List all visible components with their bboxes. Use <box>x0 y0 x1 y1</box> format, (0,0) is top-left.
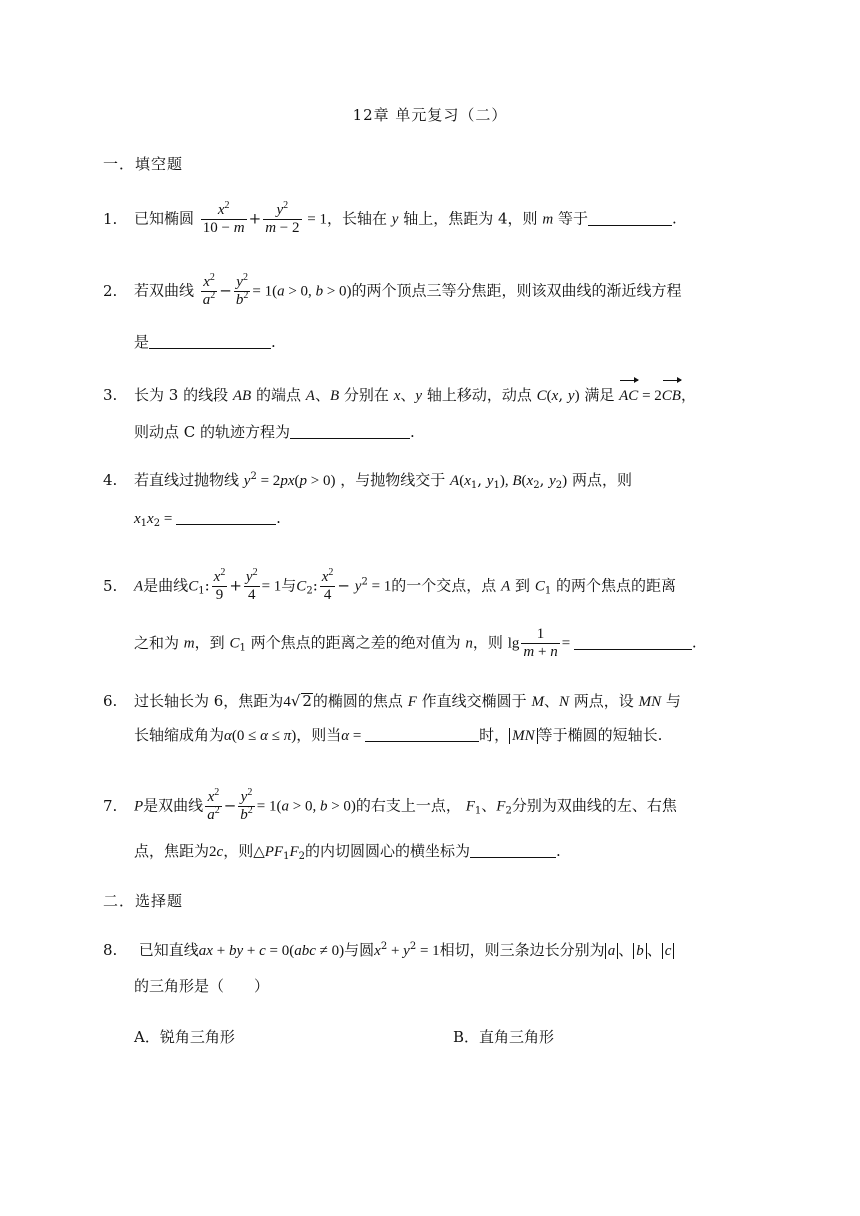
fraction: $\frac{y^2}{4}$ <box>245 567 258 603</box>
option-a[interactable]: A．锐角三角形 <box>134 1028 235 1046</box>
answer-blank[interactable] <box>365 727 479 742</box>
answer-blank[interactable] <box>574 635 692 650</box>
fraction: $\frac{x^2}{9}$ <box>213 567 226 603</box>
document-page: 12章 单元复习（二） 一．填空题 1. 已知椭圆 $\frac{x^2}{10 - m}$ + $\frac{y^2}{m - 2}$ = 1，长轴在 y 轴上，焦距为 4，则 m 等于 . 2. 若双曲线 $\frac{x^2}{a^2}$ − $\frac{y^2}{b^2}$ = 1(a > 0, b > 0)的两个顶点三等分焦距，则该双曲线的渐近线方程 是 . 3. 长为 3 的线段 AB 的端点 A、B 分别在 x、y 轴上移动，动点 C(x, y) 满足 AC = 2CB， 则动点 C 的轨迹方程为 . 4. 若直线过抛物线 $y^2 = 2px(p > 0)$ ，与抛物线交于 $A(x_1$, $y_1$), $B(x_2$, $y_2$) 两点，则 $x_1x_2$ = . 5. A是曲线$C_1$: $\frac{x^2}{9}$ + $\frac{y^2}{4}$ = 1与$C_2$: $\frac{x^2}{4}$ − $y^2 = 1$的一个交点，点 A 到 $C_1$ 的两个焦点的距离 之和为 m，到 $C_1$ 两个焦点的距离之差的绝对值为 n，则 lg $\frac{1}{m + n}$ = . 6. 过长轴长为 6，焦距为4√ 2的椭圆的焦点 F 作直线交椭圆于 M、N 两点，设 MN 与 长轴缩成角为α(0 ≤ α ≤ π)，则当α = 时， MN 等于椭圆的短轴长. 7. P是双曲线 $\frac{x^2}{a^2}$ − $\frac{y^2}{b^2}$ = 1(a > 0, b > 0)的右支上一点， $F_1$、$F_2$分别为双曲线的左、右焦 点，焦距为2c，则$\triangle PF_1F_2$的内切圆圆心的横坐标为 . 二．选择题 8. 已知直线ax + by + c = 0(abc ≠ 0)与圆$x^2 + y^2 = 1$相切，则三条边长分别为 a 、 b 、 c 的三角形是（ ） A．锐角三角形 B．直角三角形 <box>0 0 860 1216</box>
option-b[interactable]: B．直角三角形 <box>453 1028 555 1046</box>
section-multiple-choice: 二．选择题 <box>103 892 184 910</box>
section-fill-in-blank: 一．填空题 <box>103 155 184 173</box>
answer-blank[interactable] <box>149 334 271 349</box>
fraction: $\frac{y^2}{b^2}$ <box>235 272 249 308</box>
answer-blank[interactable] <box>176 510 276 525</box>
fraction: $\frac{x^2}{a^2}$ <box>202 272 216 308</box>
fraction: $\frac{x^2}{4}$ <box>321 567 334 603</box>
answer-blank[interactable] <box>588 211 672 226</box>
page-title: 12章 单元复习（二） <box>352 106 508 124</box>
fraction: $\frac{y^2}{b^2}$ <box>240 787 253 823</box>
fraction: $\frac{1}{m + n}$ <box>523 626 558 660</box>
fraction: $\frac{x^2}{a^2}$ <box>207 787 220 823</box>
answer-blank[interactable] <box>470 843 556 858</box>
fraction: $\frac{y^2}{m - 2}$ <box>265 200 300 236</box>
fraction: $\frac{x^2}{10 - m}$ <box>202 200 245 236</box>
answer-blank[interactable] <box>290 424 410 439</box>
